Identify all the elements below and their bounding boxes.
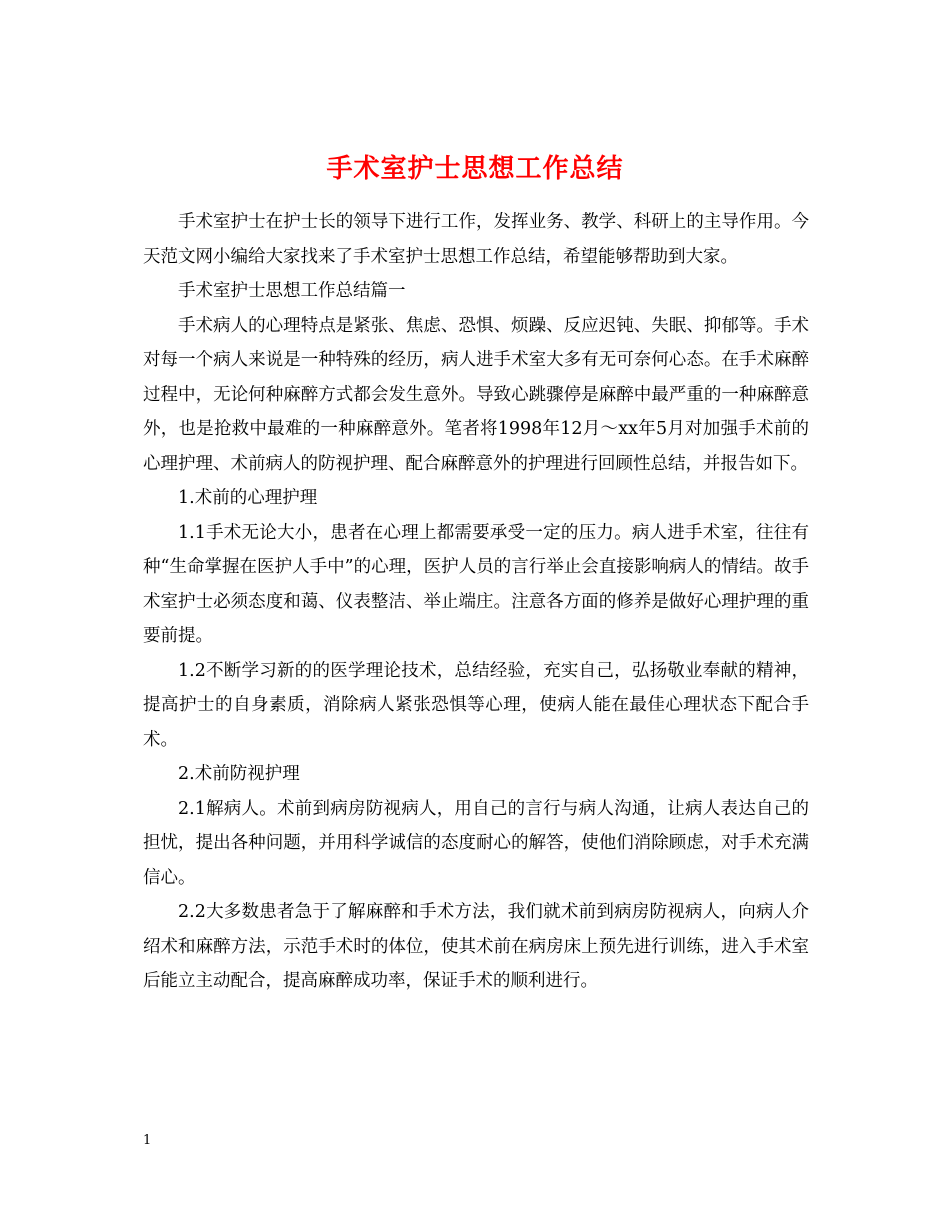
section-heading: 手术室护士思想工作总结篇一 [178, 281, 406, 301]
section-heading: 2.术前防视护理 [178, 764, 300, 784]
section-heading: 1.术前的心理护理 [178, 488, 318, 508]
page-number: 1 [143, 1133, 152, 1148]
document-title: 手术室护士思想工作总结 [326, 154, 624, 185]
body-paragraph: 2.1解病人。术前到病房防视病人，用自己的言行与病人沟通，让病人表达自己的担忧，提出各种问题，并用科学诚信的态度耐心的解答，使他们消除顾虑，对手术充满信心。 [143, 798, 809, 888]
body-paragraph: 手术室护士在护士长的领导下进行工作，发挥业务、教学、科研上的主导作用。今天范文网小编给大家找来了手术室护士思想工作总结，希望能够帮助到大家。 [143, 212, 809, 267]
body-paragraph: 1.2不断学习新的的医学理论技术，总结经验，充实自己，弘扬敬业奉献的精神，提高护士的自身素质，消除病人紧张恐惧等心理，使病人能在最佳心理状态下配合手术。 [143, 660, 809, 750]
body-paragraph: 手术病人的心理特点是紧张、焦虑、恐惧、烦躁、反应迟钝、失眠、抑郁等。手术对每一个病人来说是一种特殊的经历，病人进手术室大多有无可奈何心态。在手术麻醉过程中，无论何种麻醉方式都会发生意外。导致心跳骤停是麻醉中最严重的一种麻醉意外，也是抢救中最难的一种麻醉意外。笔者将1998年12月～xx年5月对加强手术前的心理护理、术前病人的防视护理、配合麻醉意外的护理进行回顾性总结，并报告如下。 [143, 315, 809, 474]
body-paragraph: 2.2大多数患者急于了解麻醉和手术方法，我们就术前到病房防视病人，向病人介绍术和麻醉方法，示范手术时的体位，使其术前在病房床上预先进行训练，进入手术室后能立主动配合，提高麻醉成功率，保证手术的顺利进行。 [143, 902, 809, 991]
body-paragraph: 1.1手术无论大小，患者在心理上都需要承受一定的压力。病人进手术室，往往有种“生命掌握在医护人手中”的心理，医护人员的言行举止会直接影响病人的情结。故手术室护士必须态度和蔼、仪表整洁、举止端庄。注意各方面的修养是做好心理护理的重要前提。 [143, 522, 809, 646]
document-body [143, 205, 809, 999]
